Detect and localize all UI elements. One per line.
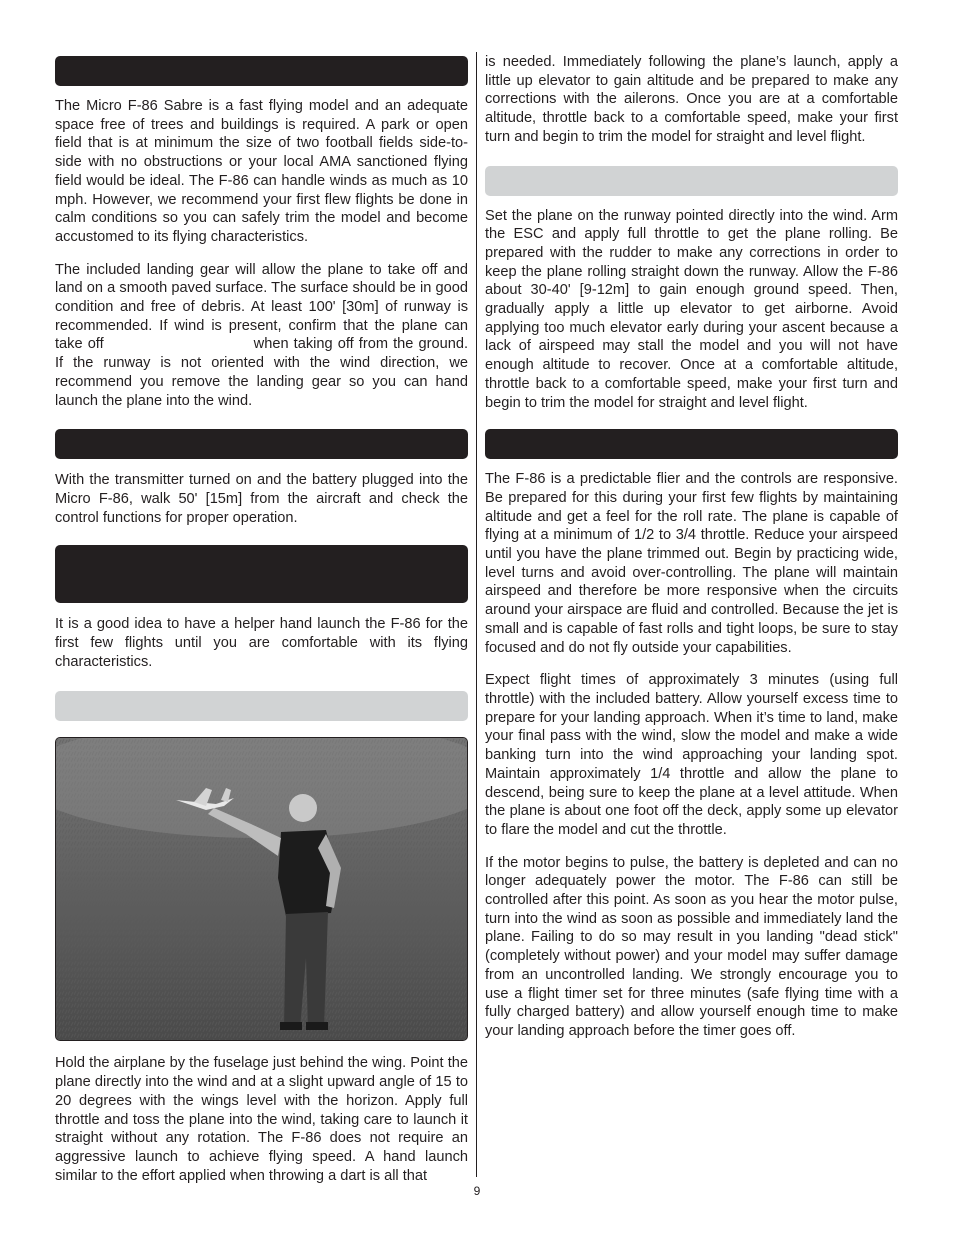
right-column bbox=[485, 50, 898, 1041]
section-header-flying bbox=[485, 429, 898, 459]
hand-launch-paragraph: Hold the airplane by the fuselage just behind the wing. Point the plane directly into the wind and at a slight upward angle of 15 to 20 degrees with the wings level with the horizon. Apply full throttle and toss the plane into the wind, taking care to launch it straight without any rotation. The F-86 does not require an aggressive launch to achieve flying speed. A hand launch similar to the effort applied when throwing a dart is all that bbox=[55, 1055, 468, 1184]
flying-field-paragraph-1: The Micro F-86 Sabre is a fast flying model and an adequate space free of trees and buildings is required. A park or open field that is at minimum the size of two football fields side-to-side with no obstructions or your local AMA sanctioned flying field would be ideal. The F-86 can handle winds as much as 10 mph. However, we recommend your first flew flights be done in calm conditions so you can safely trim the model and become accustomed to its flying characteristics. bbox=[55, 98, 468, 245]
page-number: 9 bbox=[473, 1184, 481, 1198]
runway-takeoff-paragraph: Set the plane on the runway pointed directly into the wind. Arm the ESC and apply full throttle to get the plane rolling. Be prepared with the rudder to make any corrections in order to keep the plane rolling straight down the runway. Allow the F-86 about 30-40' [9-12m] to gain enough ground speed. Then, gradually apply a little up elevator to get airborne. Avoid applying too much elevator early during your ascent because a lack of airspeed may stall the model and you will not have enough altitude to recover. Once at a comfortable altitude, throttle back to a comfortable speed, make your first turn and begin to trim the model for straight and level flight. bbox=[485, 207, 898, 411]
flying-field-paragraph-2b: when taking off from the ground. If the runway is not oriented with the wind direction, we recommend you remove the landing gear so you can hand launch the plane into the wind. bbox=[55, 336, 468, 409]
left-column bbox=[55, 50, 468, 1185]
takeoff-intro-paragraph: It is a good idea to have a helper hand launch the F-86 for the first few flights until you are comfortable with its flying characteristics. bbox=[55, 616, 468, 670]
flying-field-paragraph-2a: The included landing gear will allow the plane to take off and land on a smooth paved surface. The surface should be in good condition and free of debris. At least 100' [30m] of runway is recommended. If wind is present, confirm that the plane can take off bbox=[55, 261, 468, 353]
range-check-paragraph: With the transmitter turned on and the battery plugged into the Micro F-86, walk 50' [15m] from the aircraft and check the control functions for proper operation. bbox=[55, 472, 468, 526]
flying-field-paragraph-2 bbox=[55, 261, 468, 411]
flying-paragraph-3: If the motor begins to pulse, the battery is depleted and can no longer adequately power the motor. The F-86 can still be controlled after this point. As soon as you hear the motor pulse, turn into the wind as soon as possible and immediately land the plane. Failing to do so may result in you landing "dead stick" (completely without power) and your model may suffer damage from an uncontrolled landing. We strongly encourage you to use a flight timer set for three minutes (safe flying time with a fully charged battery) and allow yourself enough time to make your landing approach before the timer goes off. bbox=[485, 854, 898, 1039]
subsection-header-runway-takeoff bbox=[485, 166, 898, 196]
section-header-range-check bbox=[55, 429, 468, 459]
section-header-takeoff bbox=[55, 545, 468, 603]
flying-paragraph-2: Expect flight times of approximately 3 minutes (using full throttle) with the included battery. Allow yourself excess time to prepare for your landing approach. When it’s time to land, make your final pass with the wind, slow the model and make a wide banking turn into the wind approaching your landing spot. Maintain approximately 1/4 throttle and allow the plane to descend, being sure to keep the plane at a level attitude. When the plane is about one foot off the deck, apply some up elevator to flare the model and cut the throttle. bbox=[485, 672, 898, 838]
column-divider bbox=[476, 52, 477, 1177]
subsection-header-hand-launch bbox=[55, 691, 468, 721]
hand-launch-continued-paragraph: is needed. Immediately following the plane’s launch, apply a little up elevator to gain altitude and be prepared to make any corrections with the ailerons. Once you are at a comfortable altitude, throttle back to a comfortable speed, make your first turn and begin to trim the model for straight and level flight. bbox=[485, 54, 898, 145]
flying-paragraph-1: The F-86 is a predictable flier and the controls are responsive. Be prepared for this during your first few flights by maintaining altitude and get a feel for the roll rate. The plane is capable of flying at a minimum of 1/2 to 3/4 throttle. Reduce your airspeed until you have the plane trimmed out. Begin by practicing wide, level turns and avoid over-controlling. The plane will maintain airspeed and therefore be more responsive when the circuits around your airspace are fluid and controlled. Because the jet is small and is capable of fast rolls and tight loops, be sure to stay focused and do not fly outside your capabilities. bbox=[485, 471, 898, 656]
section-header-flying-field bbox=[55, 56, 468, 86]
hand-launch-photo bbox=[55, 737, 468, 1041]
